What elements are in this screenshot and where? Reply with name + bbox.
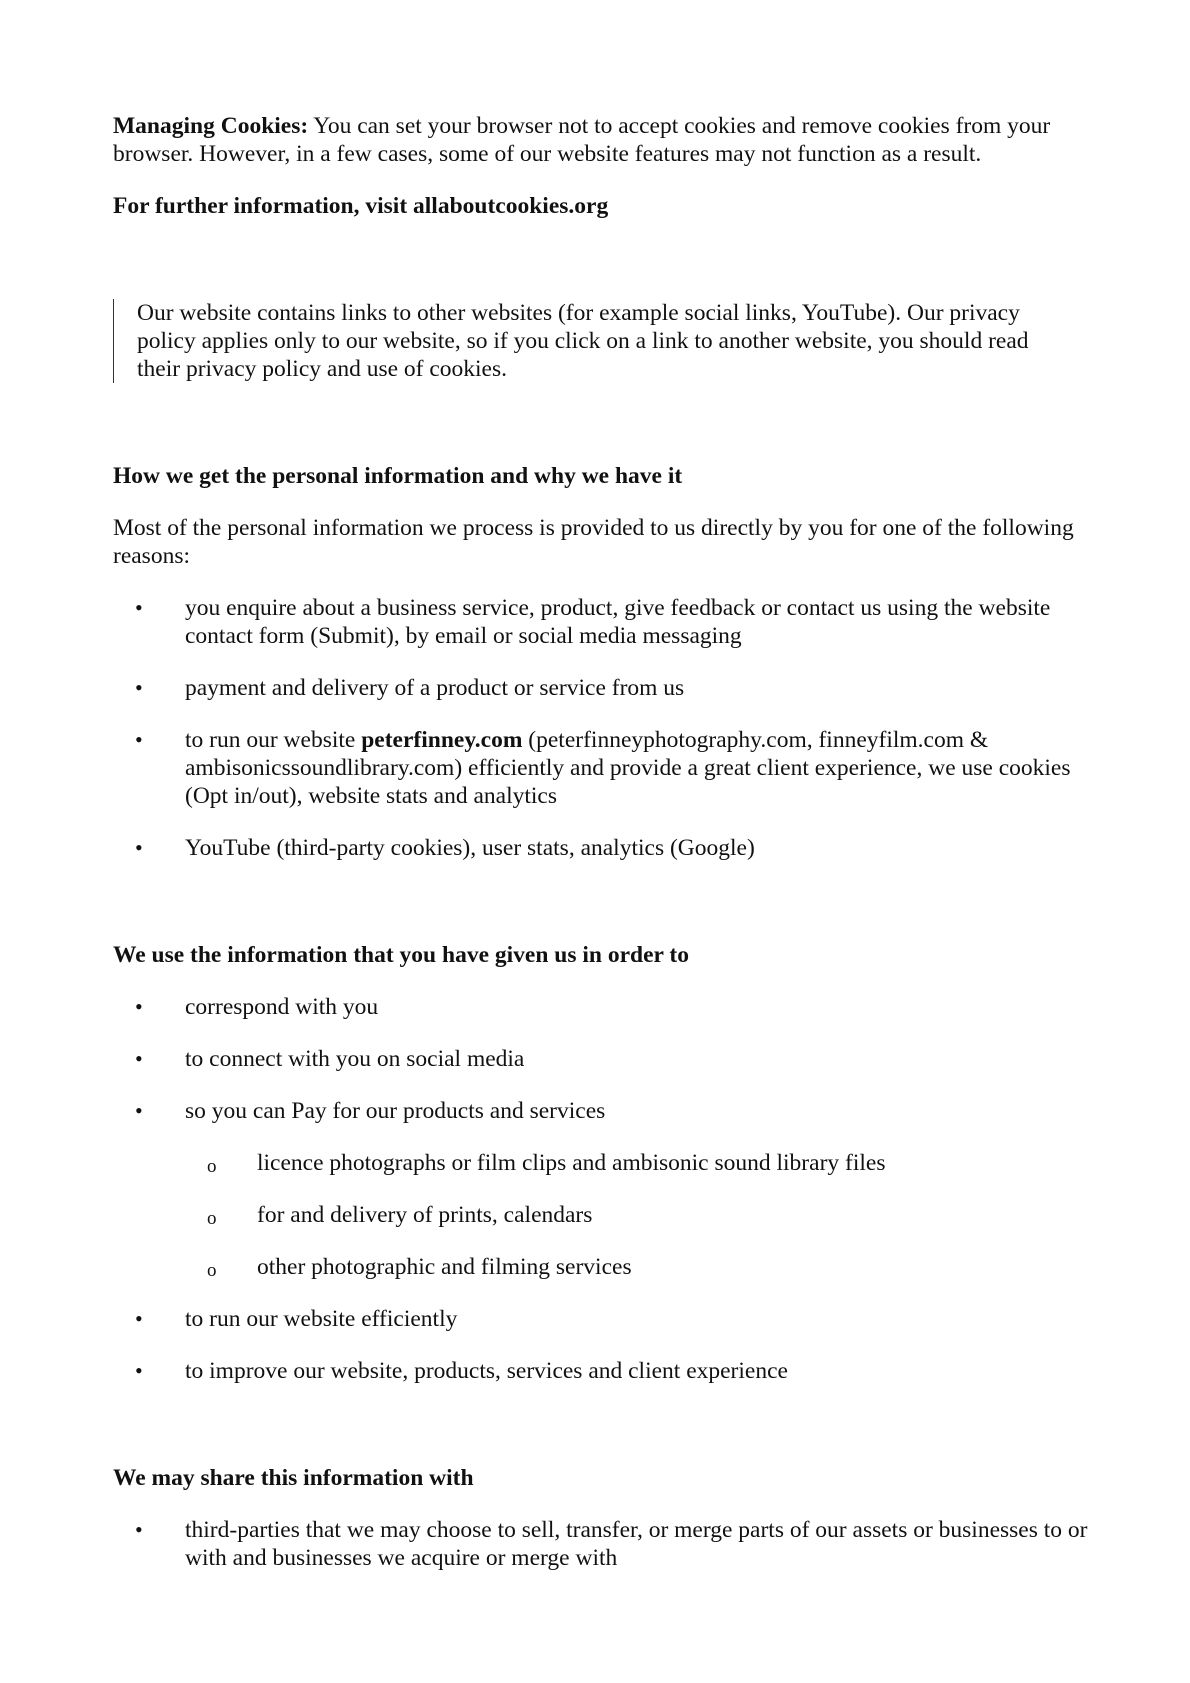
- bullet-icon: •: [135, 595, 143, 620]
- list-item-text: so you can Pay for our products and services: [185, 1098, 606, 1124]
- usage-list: [113, 993, 1093, 1385]
- list-item: [113, 1516, 1093, 1572]
- sub-list-item-text: licence photographs or film clips and ambisonic sound library files: [257, 1150, 886, 1176]
- managing-cookies-label: Managing Cookies:: [113, 113, 309, 139]
- bullet-icon: •: [135, 1046, 143, 1071]
- list-item-text-pre: to run our website: [185, 727, 362, 753]
- list-item: [113, 1045, 1093, 1073]
- sub-list-item: [185, 1149, 1093, 1177]
- we-use-heading: We use the information that you have given us in order to: [113, 942, 689, 968]
- list-item-text: to connect with you on social media: [185, 1046, 525, 1072]
- list-item-text: to improve our website, products, services and client experience: [185, 1358, 788, 1384]
- list-item: [113, 1305, 1093, 1333]
- sub-list-item: [185, 1201, 1093, 1229]
- circle-bullet-icon: o: [207, 1156, 217, 1177]
- list-item: [113, 993, 1093, 1021]
- list-item: [113, 594, 1093, 650]
- bullet-icon: •: [135, 1098, 143, 1123]
- managing-cookies-paragraph: [113, 112, 1093, 168]
- list-item-text: third-parties that we may choose to sell, transfer, or merge parts of our assets or businesses to or with and businesses we acquire or merge with: [185, 1517, 1088, 1571]
- sub-list-item-text: other photographic and filming services: [257, 1254, 632, 1280]
- external-links-notice: [113, 299, 1077, 383]
- sub-list-item-text: for and delivery of prints, calendars: [257, 1202, 593, 1228]
- list-item: [113, 1357, 1093, 1385]
- bullet-icon: •: [135, 727, 143, 752]
- list-item-text: payment and delivery of a product or service from us: [185, 675, 685, 701]
- share-heading: We may share this information with: [113, 1465, 474, 1491]
- managing-cookies-text: You can set your browser not to accept cookies and remove cookies from your browser. However, in a few cases, some of our website features may not function as a result.: [113, 113, 1051, 167]
- payment-sub-list: [185, 1149, 1093, 1281]
- website-name: peterfinney.com: [361, 727, 523, 753]
- how-we-get-intro: Most of the personal information we process is provided to us directly by you for one of the following reasons:: [113, 515, 1074, 569]
- list-item: [113, 674, 1093, 702]
- external-links-notice-text: Our website contains links to other websites (for example social links, YouTube). Our privacy policy applies only to our website, so if you click on a link to another website, you should read their privacy policy and use of cookies.: [137, 300, 1029, 382]
- list-item-text-post: (peterfinneyphotography.com, finneyfilm.com & ambisonicssoundlibrary.com) efficiently and provide a great client experience, we use cookies (Opt in/out), website stats and analytics: [185, 727, 1071, 809]
- circle-bullet-icon: o: [207, 1260, 217, 1281]
- bullet-icon: •: [135, 994, 143, 1019]
- further-information-line: For further information, visit allaboutcookies.org: [113, 193, 609, 219]
- share-list: [113, 1516, 1093, 1572]
- bullet-icon: •: [135, 1358, 143, 1383]
- circle-bullet-icon: o: [207, 1208, 217, 1229]
- bullet-icon: •: [135, 1517, 143, 1542]
- list-item: [113, 834, 1093, 862]
- bullet-icon: •: [135, 1306, 143, 1331]
- sub-list-item: [185, 1253, 1093, 1281]
- how-we-get-heading: How we get the personal information and why we have it: [113, 463, 683, 489]
- bullet-icon: •: [135, 675, 143, 700]
- document-page: [113, 112, 1093, 1596]
- list-item-text: you enquire about a business service, product, give feedback or contact us using the website contact form (Submit), by email or social media messaging: [185, 595, 1051, 649]
- list-item-text: YouTube (third-party cookies), user stats, analytics (Google): [185, 835, 755, 861]
- reasons-list: [113, 594, 1093, 862]
- list-item-text: correspond with you: [185, 994, 379, 1020]
- list-item: [113, 726, 1093, 810]
- list-item: [113, 1097, 1093, 1281]
- bullet-icon: •: [135, 835, 143, 860]
- list-item-text: to run our website efficiently: [185, 1306, 458, 1332]
